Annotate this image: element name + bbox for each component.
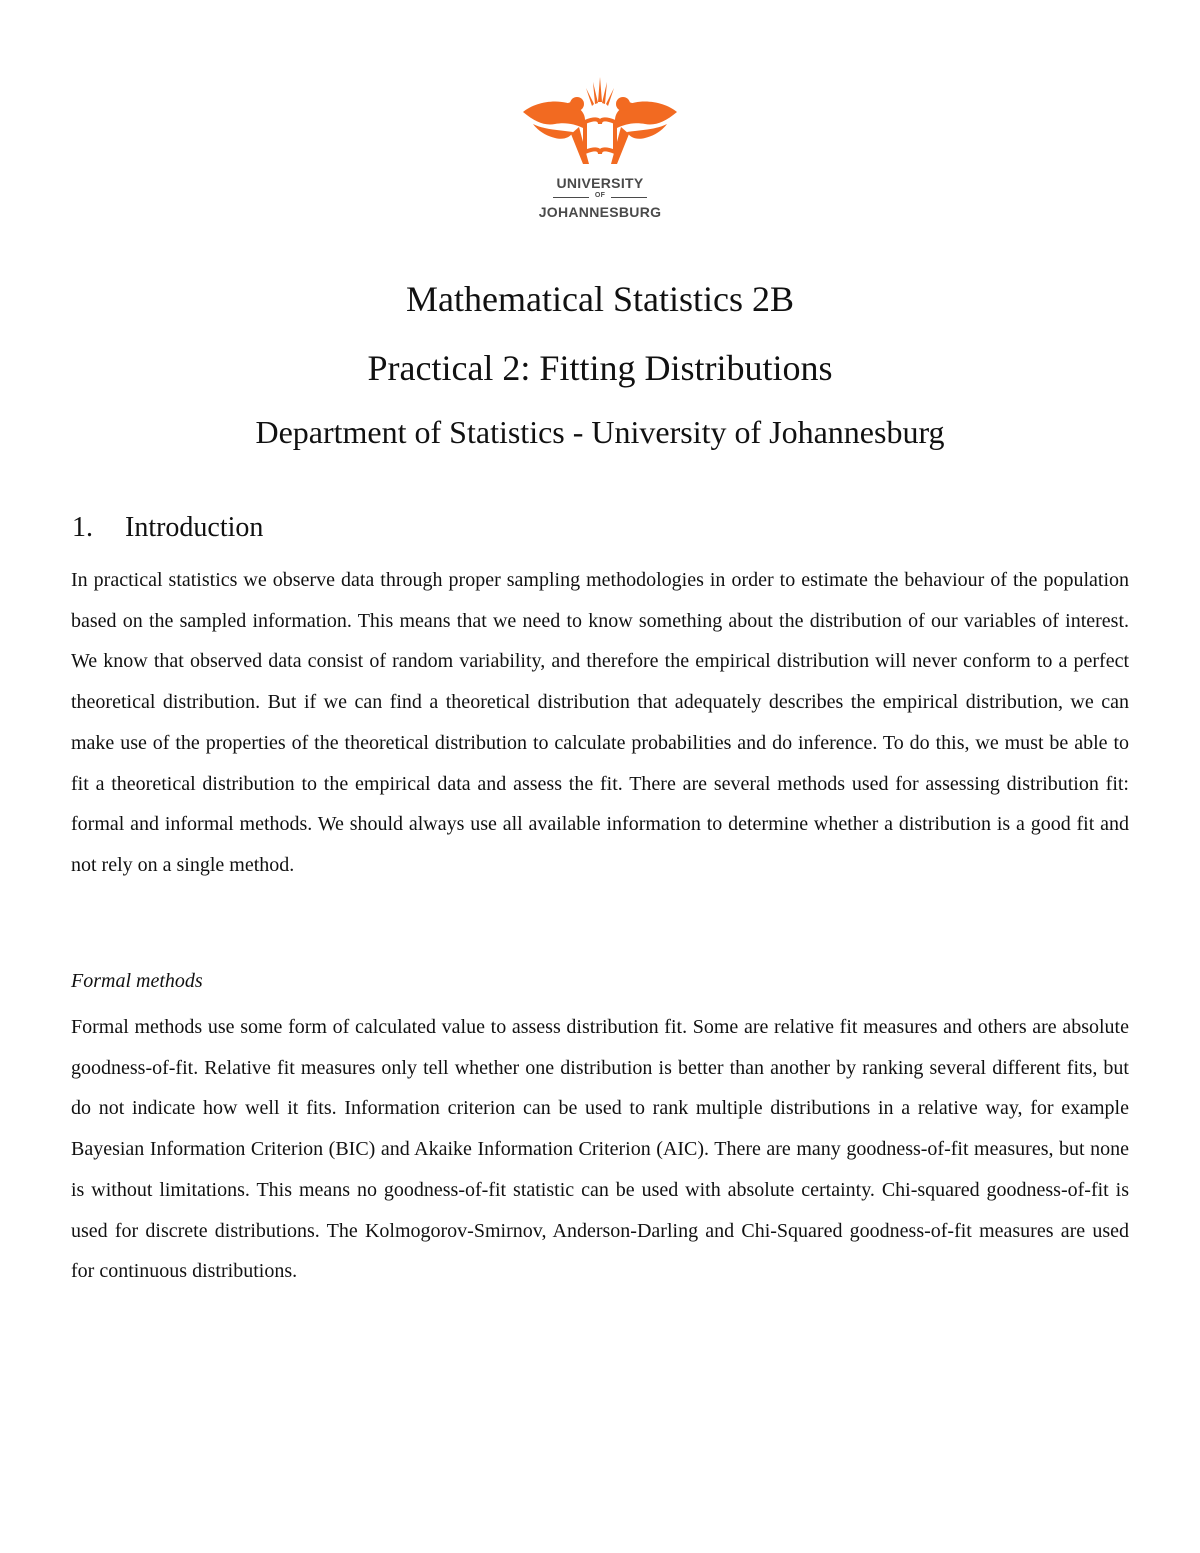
section-title: Introduction [125,512,264,543]
logo-wordmark-line1: UNIVERSITY [556,175,644,191]
department-subtitle: Department of Statistics - University of Johannesburg [255,414,945,450]
introduction-paragraph: In practical statistics we observe data through proper sampling methodologies in order to estimate the behaviour of the population based on the sampled information. This means that we need to know something about the distribution of our variables of interest. We know that observed data consist of random variability, and therefore the empirical distribution will never conform to a perfect theoretical distribution. But if we can find a theoretical distribution that adequately describes the empirical distribution, we can make use of the properties of the theoretical distribution to calculate probabilities and do inference. To do this, we must be able to fit a theoretical distribution to the empirical data and assess the fit. There are several methods used for assessing distribution fit: formal and informal methods. We should always use all available information to determine whether a distribution is a good fit and not rely on a single method. [71,569,1129,876]
logo-wordmark-line3: JOHANNESBURG [538,204,662,220]
course-title: Mathematical Statistics 2B [406,279,794,319]
university-emblem-icon [515,72,685,172]
logo-rule-right [611,197,647,198]
section-heading [72,512,263,544]
practical-title: Practical 2: Fitting Distributions [367,348,833,388]
logo-wordmark-line2: OF [594,192,606,199]
formal-methods-paragraph: Formal methods use some form of calculated value to assess distribution fit. Some are relative fit measures and others are absolute goodness-of-fit. Relative fit measures only tell whether one distribution is better than another by ranking several different fits, but do not indicate how well it fits. Information criterion can be used to rank multiple distributions in a relative way, for example Bayesian Information Criterion (BIC) and Akaike Information Criterion (AIC). There are many goodness-of-fit measures, but none is without limitations. This means no goodness-of-fit statistic can be used with absolute certainty. Chi-squared goodness-of-fit is used for discrete distributions. The Kolmogorov-Smirnov, Anderson-Darling and Chi-Squared goodness-of-fit measures are used for continuous distributions. [71,1016,1129,1283]
section-number: 1. [72,512,93,543]
university-logo [515,72,685,222]
formal-methods-subheading: Formal methods [71,970,203,992]
